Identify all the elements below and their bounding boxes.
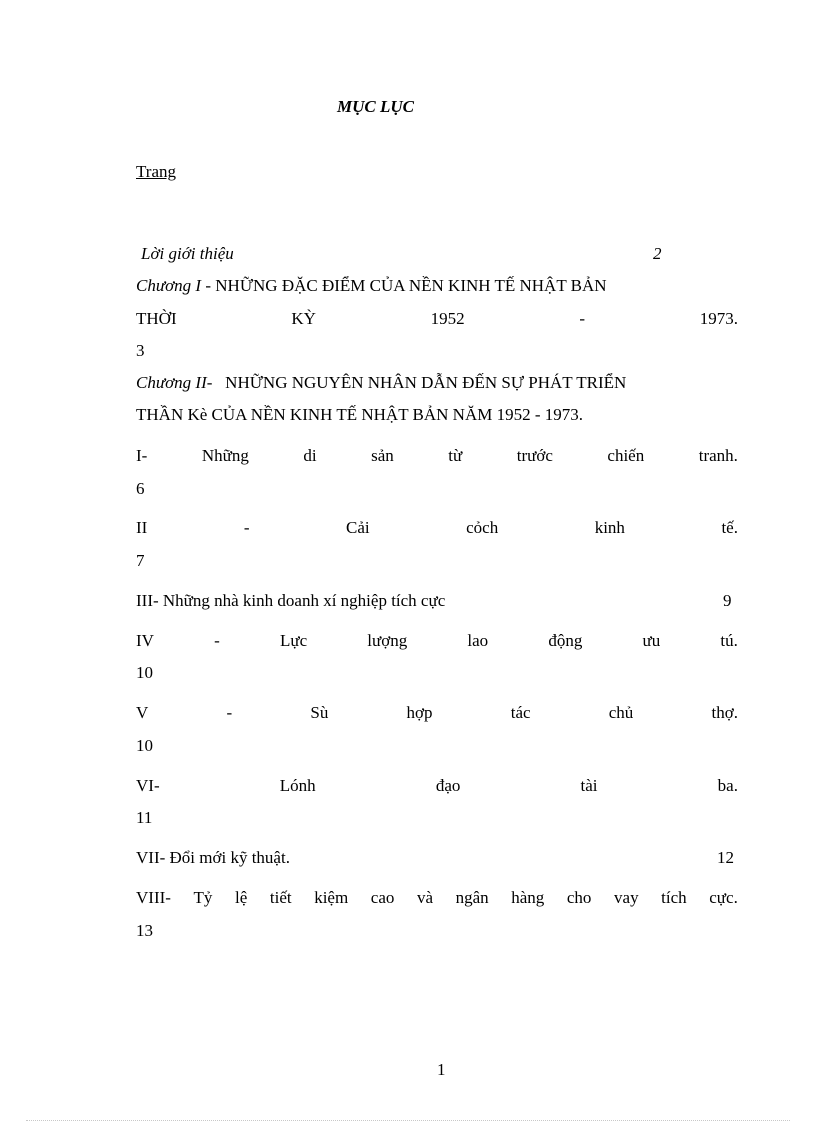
toc-intro-label: Lời giới thiệu bbox=[141, 244, 234, 263]
toc-word: ưu bbox=[642, 631, 661, 650]
toc-section-1-page: 6 bbox=[136, 479, 145, 498]
toc-word: đạo bbox=[435, 776, 461, 795]
page-bottom-divider bbox=[26, 1120, 790, 1121]
toc-word: di bbox=[303, 446, 317, 465]
toc-word: - bbox=[579, 309, 585, 328]
toc-word: 1973. bbox=[699, 309, 738, 328]
toc-word: I- bbox=[136, 446, 148, 465]
toc-word: - bbox=[226, 703, 233, 722]
toc-word: tranh. bbox=[698, 446, 738, 465]
toc-word: kinh bbox=[594, 518, 625, 537]
toc-word: VIII- bbox=[136, 888, 171, 907]
toc-word: IV bbox=[136, 631, 154, 650]
toc-word: tích bbox=[661, 888, 687, 907]
toc-chapter-1-line1 bbox=[136, 277, 607, 294]
toc-word: cao bbox=[370, 888, 395, 907]
toc-word: Những bbox=[201, 446, 249, 465]
toc-word: trước bbox=[516, 446, 553, 465]
toc-word: hàng bbox=[511, 888, 545, 907]
toc-word: sản bbox=[371, 446, 394, 465]
toc-word: kiệm bbox=[314, 888, 349, 907]
toc-word: II bbox=[136, 518, 148, 537]
toc-word: cực. bbox=[709, 888, 738, 907]
toc-word: ngân bbox=[455, 888, 489, 907]
toc-word: tú. bbox=[720, 631, 738, 650]
toc-section-6 bbox=[136, 777, 738, 794]
toc-section-4 bbox=[136, 632, 738, 649]
toc-chapter-1-prefix: Chương I bbox=[136, 276, 202, 295]
toc-word: vay bbox=[614, 888, 639, 907]
toc-chapter-1-title: - NHỮNG ĐẶC ĐIỂM CỦA NỀN KINH TẾ NHẬT BẢN bbox=[201, 276, 607, 295]
toc-section-5 bbox=[136, 704, 738, 721]
toc-word: từ bbox=[448, 446, 463, 465]
toc-section-1 bbox=[136, 447, 738, 464]
toc-word: ba. bbox=[717, 776, 738, 795]
toc-word: động bbox=[548, 631, 583, 650]
toc-chapter-1-page: 3 bbox=[136, 341, 145, 360]
toc-word: - bbox=[214, 631, 220, 650]
toc-section-3-page: 9 bbox=[723, 591, 732, 610]
toc-section-4-page: 10 bbox=[136, 663, 153, 682]
toc-section-2-page: 7 bbox=[136, 551, 145, 570]
toc-word: Lực bbox=[279, 631, 308, 650]
toc-word: cho bbox=[566, 888, 592, 907]
toc-chapter-1-line2 bbox=[136, 310, 738, 327]
toc-word: tiết bbox=[269, 888, 292, 907]
toc-word: V bbox=[136, 703, 149, 722]
toc-word: THỜI bbox=[136, 309, 177, 328]
toc-word: và bbox=[416, 888, 434, 907]
toc-chapter-2-title: NHỮNG NGUYÊN NHÂN DẪN ĐẾN SỰ PHÁT TRIỂN bbox=[225, 373, 627, 392]
toc-section-7-page: 12 bbox=[717, 848, 734, 867]
toc-chapter-2-prefix: Chương II- bbox=[136, 373, 213, 392]
toc-word: cỏch bbox=[466, 518, 499, 537]
toc-word: chủ bbox=[608, 703, 634, 722]
toc-word: tài bbox=[580, 776, 598, 795]
toc-word: Cải bbox=[346, 518, 370, 537]
toc-section-2 bbox=[136, 519, 738, 536]
toc-chapter-2-line1 bbox=[136, 374, 626, 391]
toc-chapter-2-line2: THẦN Kè CỦA NỀN KINH TẾ NHẬT BẢN NĂM 1952 - 1973. bbox=[136, 405, 584, 424]
toc-word: - bbox=[243, 518, 250, 537]
toc-section-3-label: III- Những nhà kinh doanh xí nghiệp tích cực bbox=[136, 591, 446, 610]
toc-word: KỲ bbox=[291, 309, 316, 328]
toc-word: VI- bbox=[136, 776, 160, 795]
toc-intro-page: 2 bbox=[653, 244, 662, 263]
toc-word: tế. bbox=[721, 518, 738, 537]
toc-word: tác bbox=[510, 703, 531, 722]
toc-word: thợ. bbox=[711, 703, 738, 722]
toc-word: Tỷ bbox=[193, 888, 213, 907]
toc-section-8-page: 13 bbox=[136, 921, 153, 940]
toc-word: lao bbox=[467, 631, 489, 650]
toc-word: chiến bbox=[607, 446, 645, 465]
toc-section-5-page: 10 bbox=[136, 736, 153, 755]
page-column-label: Trang bbox=[136, 162, 176, 181]
toc-section-6-page: 11 bbox=[136, 808, 153, 827]
toc-word: lượng bbox=[367, 631, 408, 650]
page-title: MỤC LỤC bbox=[337, 97, 414, 116]
toc-word: Sù bbox=[310, 703, 329, 722]
footer-page-number: 1 bbox=[437, 1060, 446, 1079]
toc-section-7-label: VII- Đổi mới kỹ thuật. bbox=[136, 848, 290, 867]
toc-word: Lónh bbox=[279, 776, 316, 795]
toc-word: hợp bbox=[406, 703, 433, 722]
toc-word: 1952 bbox=[430, 309, 465, 328]
toc-section-8 bbox=[136, 889, 738, 906]
toc-word: lệ bbox=[235, 888, 248, 907]
